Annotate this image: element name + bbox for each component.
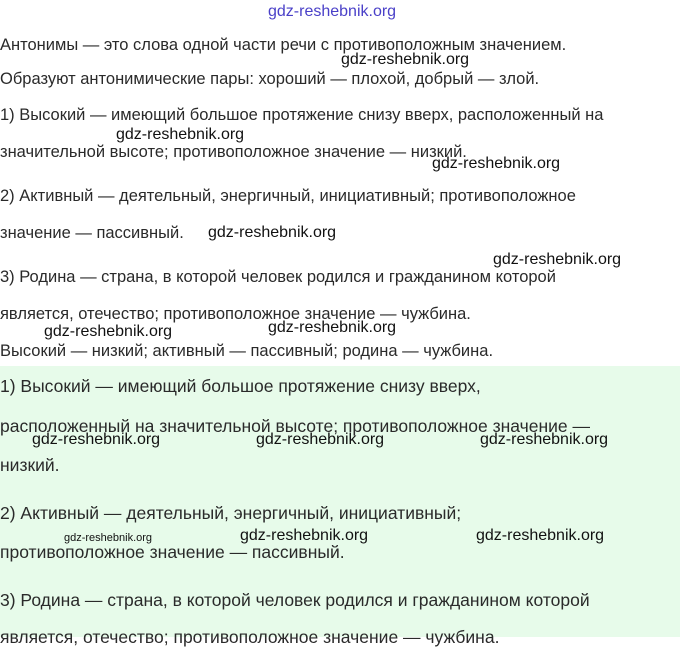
explanation-line: 3) Родина — страна, в которой человек родился и гражданином которой [0,268,556,286]
intro-line-2: Образуют антонимические пары: хороший — плохой, добрый — злой. [0,70,540,88]
explanation-line: 1) Высокий — имеющий большое протяжение снизу вверх, расположенный на [0,106,604,124]
explanation-line: 2) Активный — деятельный, энергичный, инициативный; противоположное [0,187,576,205]
top-watermark: gdz-reshebnik.org [268,3,397,20]
watermark: gdz-reshebnik.org [480,431,609,448]
answer-line: расположенный на значительной высоте; противоположное значение — [0,416,591,436]
watermark: gdz-reshebnik.org [268,319,397,336]
watermark: gdz-reshebnik.org [208,224,337,241]
summary-line: Высокий — низкий; активный — пассивный; родина — чужбина. [0,342,494,360]
answer-line: является, отечество; противоположное значение — чужбина. [0,627,500,647]
explanation-line: является, отечество; противоположное значение — чужбина. [0,305,471,323]
explanation-line: значительной высоте; противоположное значение — низкий. [0,143,467,161]
watermark: gdz-reshebnik.org [64,532,153,544]
watermark: gdz-reshebnik.org [116,126,245,143]
intro-line-1: Антонимы — это слова одной части речи с противоположным значением. [0,36,567,54]
watermark: gdz-reshebnik.org [432,155,561,172]
watermark: gdz-reshebnik.org [240,527,369,544]
watermark: gdz-reshebnik.org [256,431,385,448]
watermark: gdz-reshebnik.org [341,51,470,68]
watermark: gdz-reshebnik.org [476,527,605,544]
watermark: gdz-reshebnik.org [493,251,622,268]
answer-line: противоположное значение — пассивный. [0,542,345,562]
explanation-line: значение — пассивный. [0,224,184,242]
watermark: gdz-reshebnik.org [44,323,173,340]
answer-line: низкий. [0,455,60,475]
answer-line: 2) Активный — деятельный, энергичный, инициативный; [0,503,462,523]
answer-line: 3) Родина — страна, в которой человек родился и гражданином которой [0,590,590,610]
watermark: gdz-reshebnik.org [32,431,161,448]
answer-line: 1) Высокий — имеющий большое протяжение снизу вверх, [0,376,481,396]
